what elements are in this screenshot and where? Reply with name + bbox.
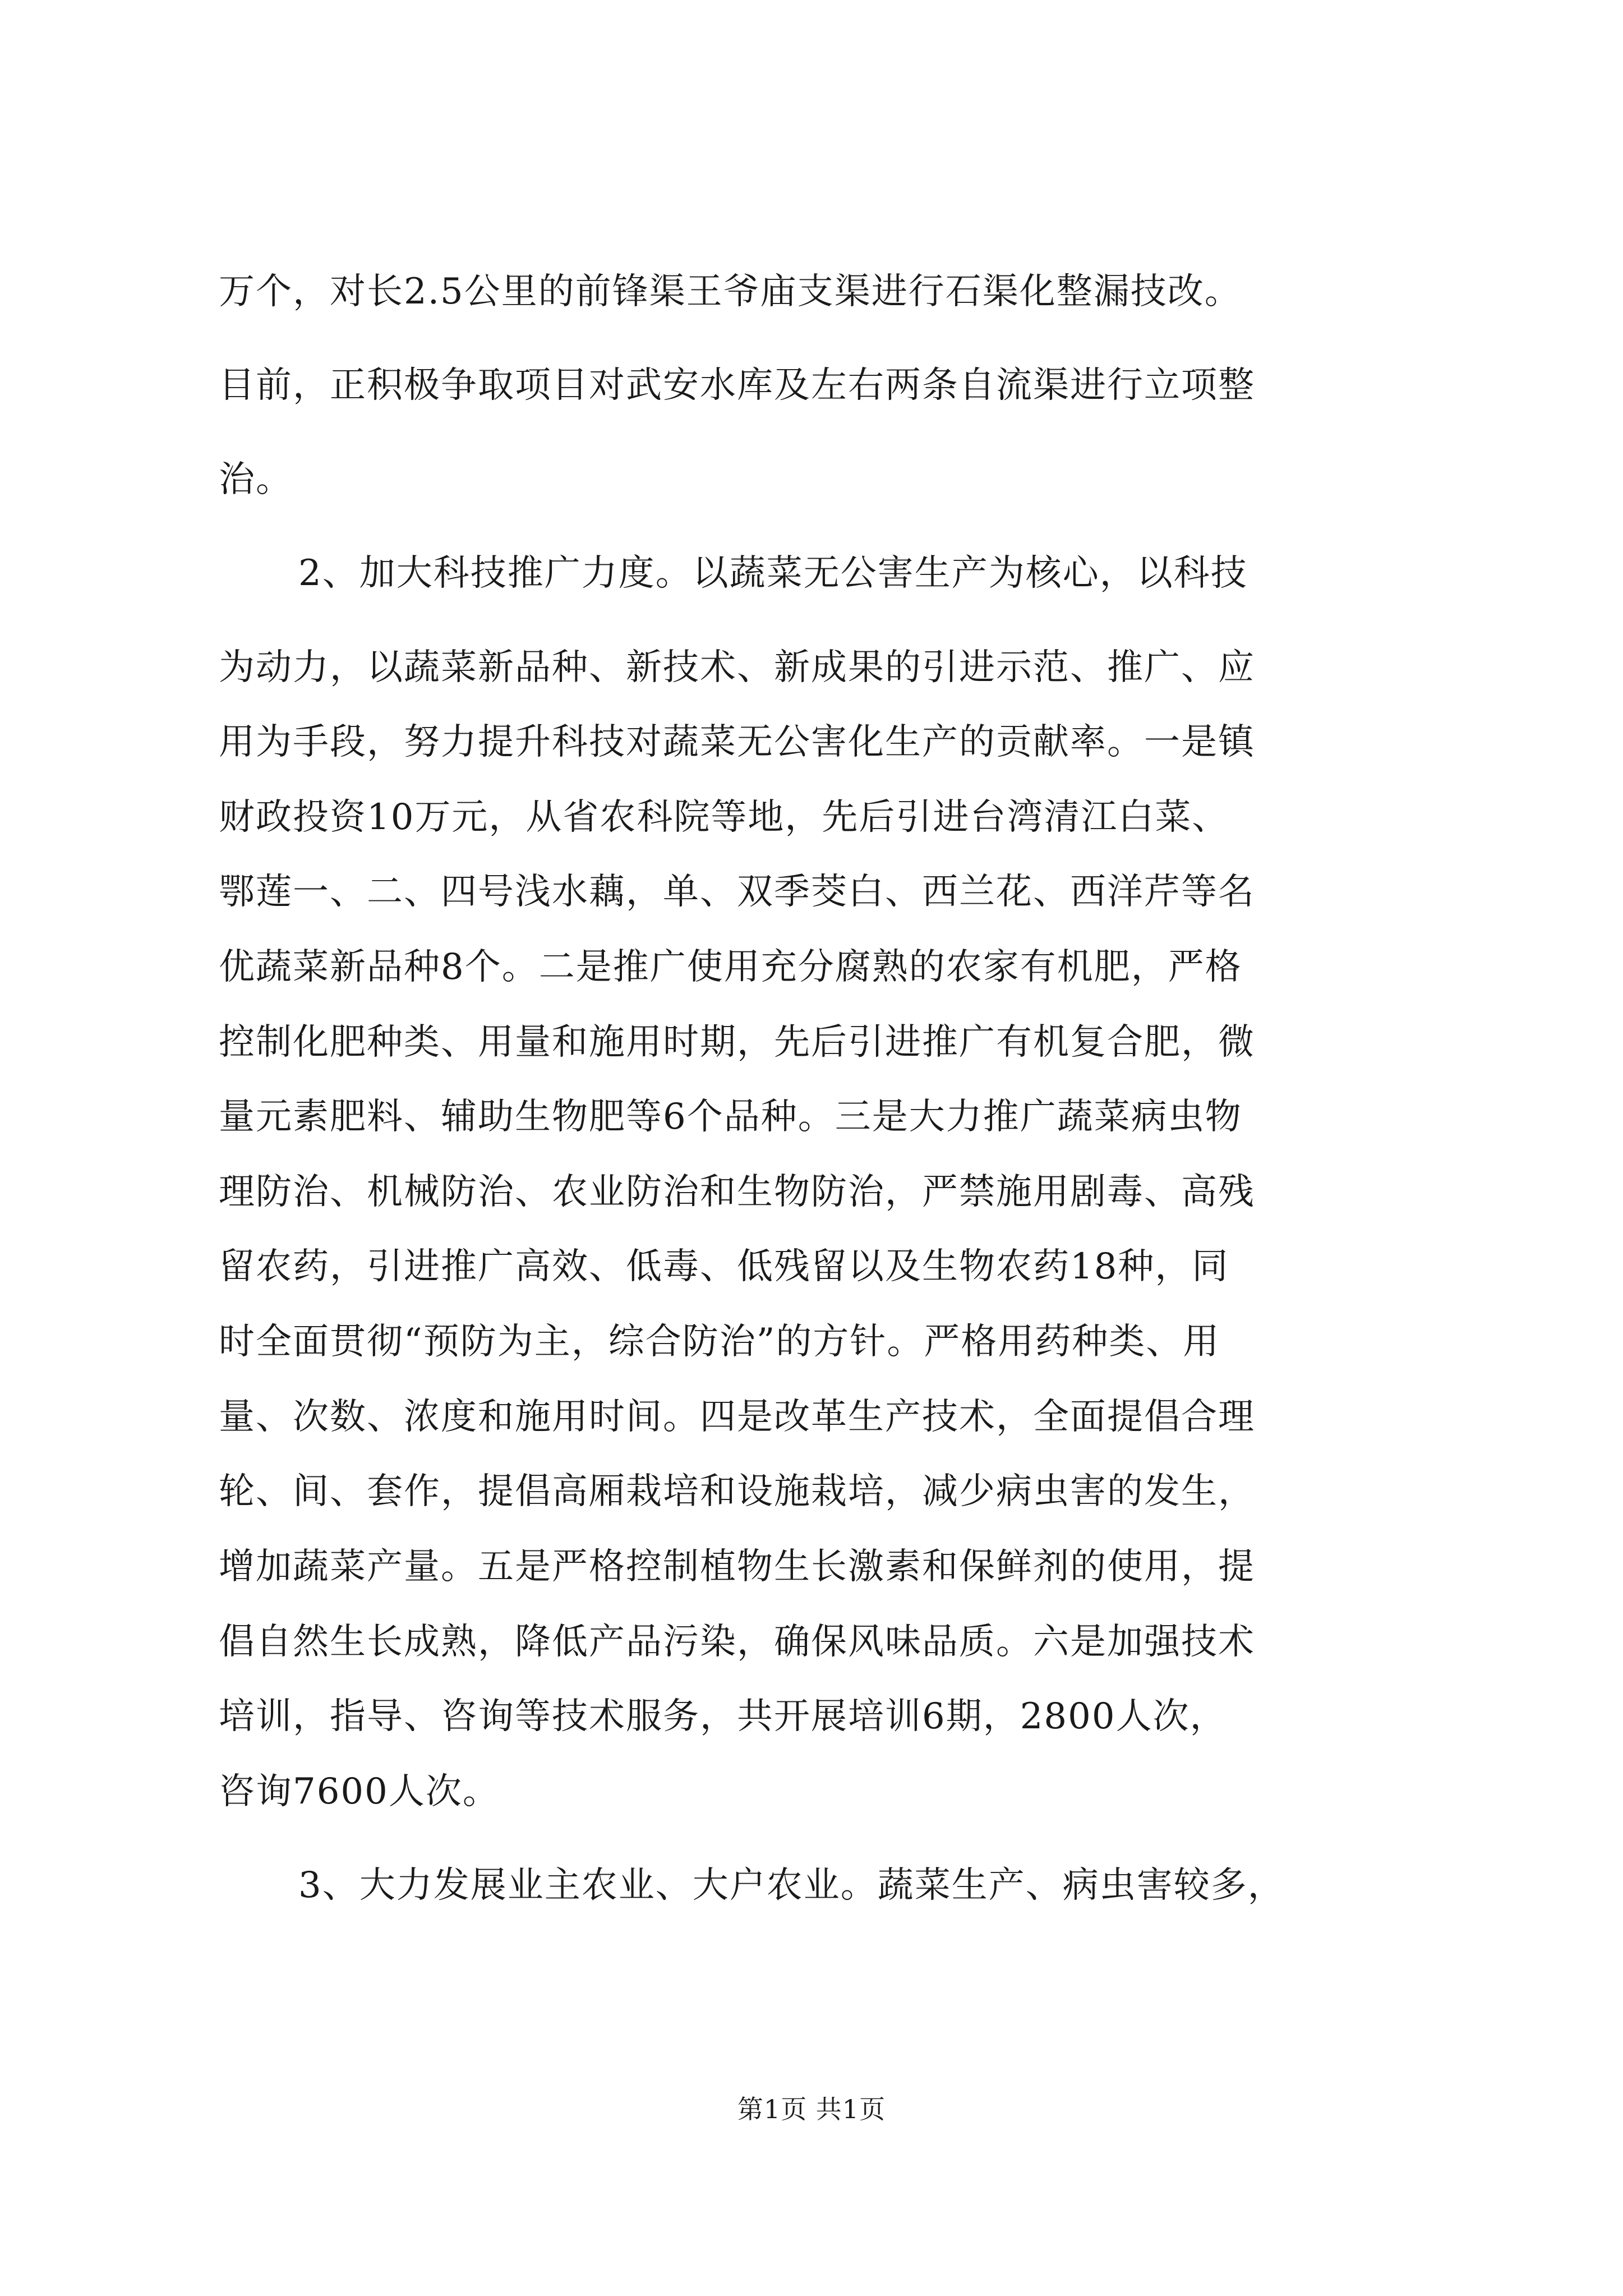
text-line: 培训，指导、咨询等技术服务，共开展培训6期，2800人次， bbox=[219, 1696, 1227, 1737]
paragraph-start-line: 2、加大科技推广力度。以蔬菜无公害生产为核心，以科技 bbox=[298, 553, 1248, 594]
text-line: 倡自然生长成熟，降低产品污染，确保风味品质。六是加强技术 bbox=[219, 1621, 1255, 1663]
text-line: 鄂莲一、二、四号浅水藕，单、双季茭白、西兰花、西洋芹等名 bbox=[219, 871, 1255, 913]
text-line: 优蔬菜新品种8个。二是推广使用充分腐熟的农家有机肥，严格 bbox=[219, 946, 1242, 988]
paragraph-start-line: 3、大力发展业主农业、大户农业。蔬菜生产、病虫害较多， bbox=[298, 1865, 1285, 1906]
text-line: 留农药，引进推广高效、低毒、低残留以及生物农药18种，同 bbox=[219, 1246, 1229, 1287]
text-line: 为动力，以蔬菜新品种、新技术、新成果的引进示范、推广、应 bbox=[219, 647, 1255, 688]
text-line: 治。 bbox=[219, 459, 293, 500]
text-line: 控制化肥种类、用量和施用时期，先后引进推广有机复合肥，微 bbox=[219, 1022, 1255, 1063]
text-line: 目前，正积极争取项目对武安水库及左右两条自流渠进行立项整 bbox=[219, 365, 1255, 406]
text-line: 量元素肥料、辅助生物肥等6个品种。三是大力推广蔬菜病虫物 bbox=[219, 1096, 1242, 1138]
text-line: 万个，对长2.5公里的前锋渠王爷庙支渠进行石渠化整漏技改。 bbox=[219, 271, 1242, 312]
text-line: 轮、间、套作，提倡高厢栽培和设施栽培，减少病虫害的发生， bbox=[219, 1471, 1255, 1512]
text-line: 量、次数、浓度和施用时间。四是改革生产技术，全面提倡合理 bbox=[219, 1396, 1255, 1438]
text-line: 财政投资10万元，从省农科院等地，先后引进台湾清江白菜、 bbox=[219, 797, 1229, 838]
page-footer: 第1页 共1页 bbox=[737, 2094, 886, 2124]
text-line: 时全面贯彻“预防为主，综合防治”的方针。严格用药种类、用 bbox=[219, 1321, 1220, 1363]
text-line: 增加蔬菜产量。五是严格控制植物生长激素和保鲜剂的使用，提 bbox=[219, 1546, 1255, 1588]
text-line: 理防治、机械防治、农业防治和生物防治，严禁施用剧毒、高残 bbox=[219, 1171, 1255, 1213]
text-line: 咨询7600人次。 bbox=[219, 1771, 500, 1812]
text-line: 用为手段，努力提升科技对蔬菜无公害化生产的贡献率。一是镇 bbox=[219, 721, 1255, 763]
